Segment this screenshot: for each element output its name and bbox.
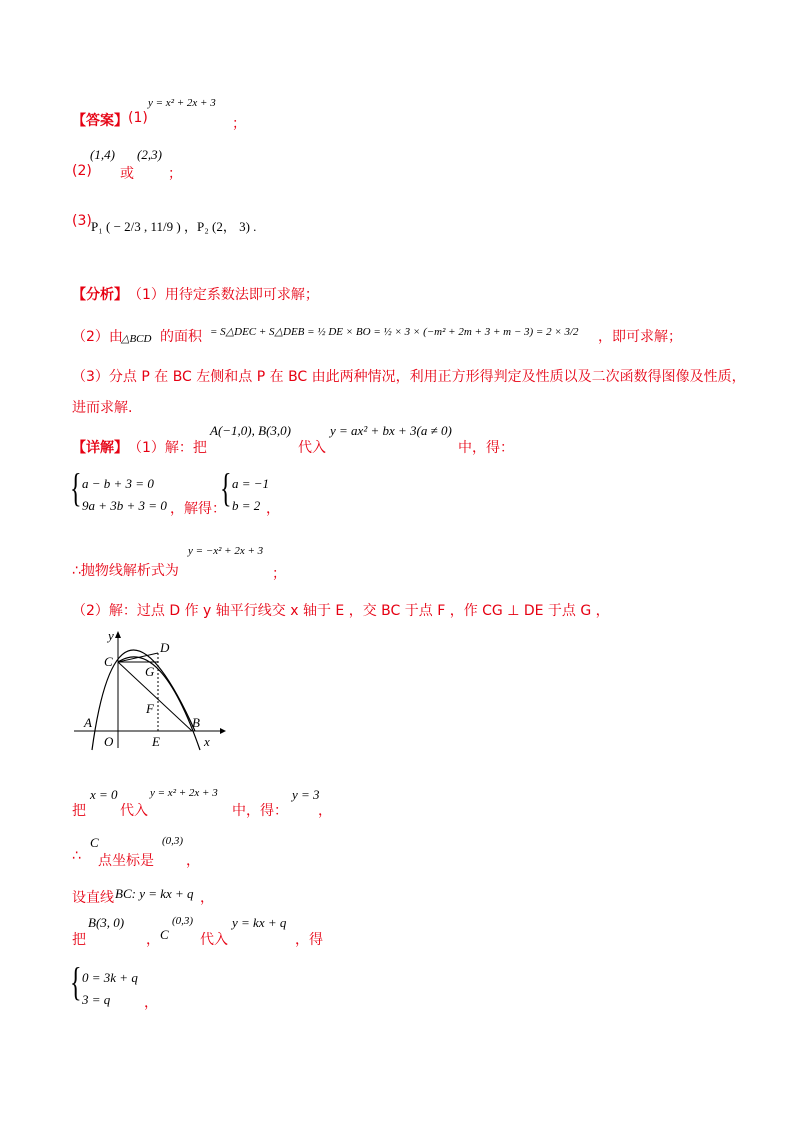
sub2-substitute: 代入 (200, 932, 228, 948)
label-d: D (160, 640, 170, 655)
analysis-label: 【分析】 (72, 287, 128, 303)
system2-end: ， (266, 501, 280, 517)
label-o: O (104, 734, 114, 749)
c-coord-prefix: ∴ (72, 848, 81, 864)
label-e: E (152, 734, 160, 749)
segment-cd (118, 653, 158, 662)
therefore-parabola-text: ∴抛物线解析式为 (72, 563, 179, 579)
answer-part1-number: (1) (128, 110, 148, 126)
answer-part3-number: (3) (72, 213, 92, 229)
system1-line1: a − b + 3 = 0 (82, 476, 154, 491)
sub2-separator: ， (146, 932, 160, 948)
analysis-line1: （1）用待定系数法即可求解； (128, 287, 319, 303)
system3-brace: { (70, 959, 82, 1004)
system1-brace: { (70, 465, 82, 510)
c-coord-value: (0,3) (162, 835, 184, 847)
sub1-suffix: 中，得： (232, 803, 288, 819)
answer-part2-end: ； (168, 166, 182, 182)
answer-part2-number: (2) (72, 163, 92, 179)
system3-line1: 0 = 3k + q (82, 970, 138, 985)
answer-part1-end: ； (232, 116, 246, 132)
therefore-parabola-formula: y = −x² + 2x + 3 (188, 545, 264, 557)
label-g: G (145, 664, 155, 679)
detail-step2: （2）解：过点 D 作 y 轴平行线交 x 轴于 E ，交 BC 于点 F ，作 CG ⊥ DE 于点 G ， (72, 603, 610, 619)
sub1-prefix: 把 (72, 803, 86, 819)
line-bc-prefix: 设直线 (72, 890, 114, 906)
x-axis-arrow-icon (220, 728, 226, 734)
sub2-point-c-coord: (0,3) (172, 915, 194, 927)
system2-brace: { (220, 465, 232, 510)
system1-solve-label: ，解得： (170, 501, 226, 517)
sub2-point-c: C (160, 927, 169, 942)
label-f: F (146, 701, 154, 716)
detail-step1-formula: y = ax² + bx + 3(a ≠ 0) (330, 423, 452, 438)
detail-label: 【详解】 (72, 440, 128, 456)
detail-step1-prefix: （1）解：把 (128, 440, 207, 456)
answer-part2-point2: (2,3) (137, 147, 162, 162)
segment-cb (118, 662, 192, 731)
y-axis-arrow-icon (115, 631, 121, 638)
label-y: y (108, 630, 114, 643)
sub1-end: ， (318, 803, 332, 819)
analysis-line2-prefix: （2）由 (72, 329, 123, 345)
system3-end: ， (144, 995, 158, 1011)
analysis-line2-triangle: △BCD (121, 333, 152, 345)
analysis-line4: 进而求解. (72, 400, 133, 416)
sub2-point-b: B(3, 0) (88, 915, 125, 930)
parabola-figure (70, 630, 230, 752)
answer-label: 【答案】 (72, 113, 128, 129)
label-x: x (204, 734, 210, 749)
line-bc-end: ， (200, 890, 214, 906)
sub1-formula: y = x² + 2x + 3 (150, 787, 218, 799)
sub2-formula: y = kx + q (232, 915, 287, 930)
sub1-substitute: 代入 (120, 803, 148, 819)
sub2-prefix: 把 (72, 932, 86, 948)
c-coord-letter: C (90, 835, 99, 850)
therefore-parabola-end: ； (272, 566, 286, 582)
sub2-suffix: ，得 (295, 932, 323, 948)
line-bc-formula: BC: y = kx + q (115, 886, 194, 901)
sub1-result: y = 3 (292, 787, 320, 802)
detail-step1-substitute: 代入 (298, 440, 326, 456)
system2-line1: a = −1 (232, 476, 270, 491)
label-a: A (84, 715, 92, 730)
answer-part3-text: P₁ ( − 2/3 , 11/9 ) ，P₂ (2， 3) . (91, 219, 257, 234)
label-b: B (192, 715, 200, 730)
answer-part2-point1: (1,4) (90, 147, 115, 162)
detail-step1-suffix: 中，得： (458, 440, 514, 456)
c-coord-end: ， (186, 853, 200, 869)
answer-part1-formula: y = x² + 2x + 3 (148, 97, 216, 109)
system1-line2: 9a + 3b + 3 = 0 (82, 498, 167, 513)
c-coord-text: 点坐标是 (98, 853, 154, 869)
sub1-x: x = 0 (90, 787, 118, 802)
label-c: C (104, 654, 113, 669)
analysis-line2-suffix: ，即可求解； (598, 329, 682, 345)
answer-part2-or: 或 (120, 166, 134, 182)
detail-step1-points: A(−1,0), B(3,0) (210, 423, 291, 438)
analysis-line2-area: 的面积 (160, 329, 202, 345)
system3-line2: 3 = q (82, 992, 111, 1007)
analysis-line2-formula: = S△DEC + S△DEB = ½ DE × BO = ½ × 3 × (−m² + 2m + 3 + m − 3) = 2 × 3/2 (210, 326, 579, 338)
analysis-line3: （3）分点 P 在 BC 左侧和点 P 在 BC 由此两种情况，利用正方形得判定及性质以及二次函数得图像及性质， (72, 369, 746, 385)
system2-line2: b = 2 (232, 498, 261, 513)
